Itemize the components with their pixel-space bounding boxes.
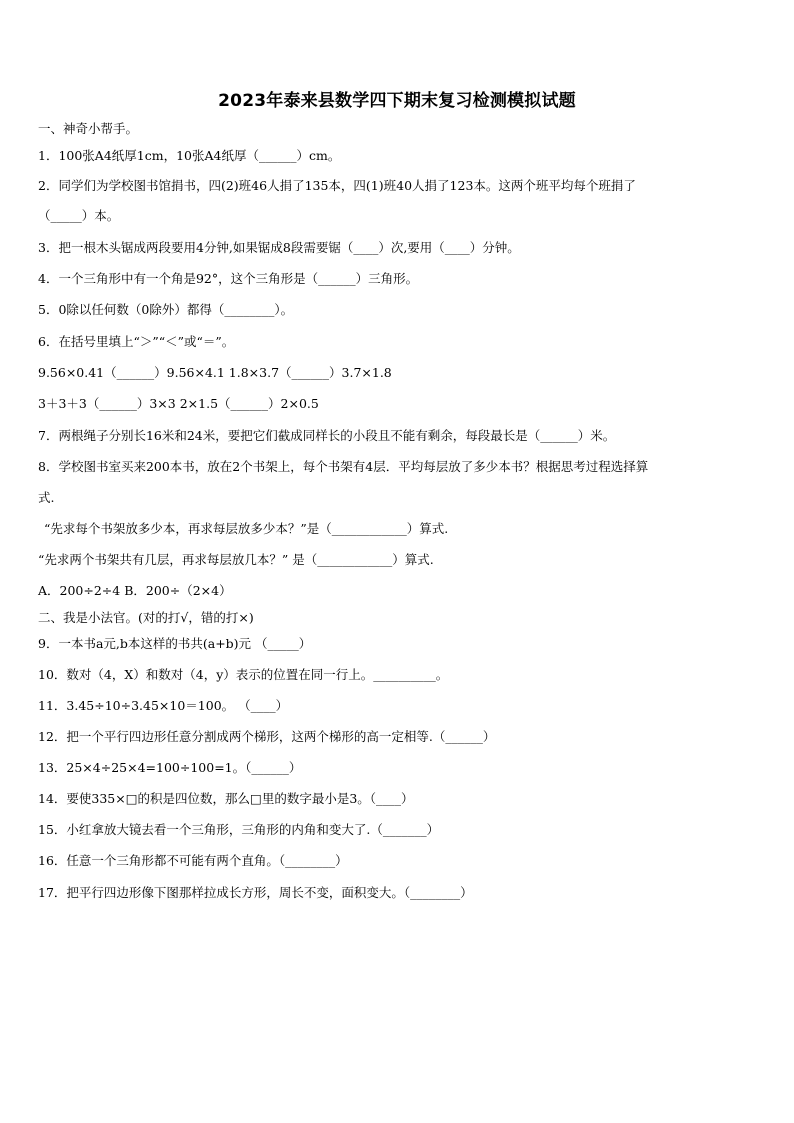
question-6-row-2: 3＋3＋3（______）3×3 2×1.5（______）2×0.5 (38, 396, 319, 411)
section-2-heading: 二、我是小法官。(对的打√，错的打×) (38, 610, 254, 625)
question-8-choices: A．200÷2÷4 B．200÷（2×4） (38, 583, 232, 598)
question-3: 3．把一根木头锯成两段要用4分钟,如果锯成8段需要锯（____）次,要用（____）分钟。 (38, 240, 520, 255)
question-6-row-1: 9.56×0.41（______）9.56×4.1 1.8×3.7（______）3.7×1.8 (38, 365, 392, 380)
question-4: 4．一个三角形中有一个角是92°，这个三角形是（______）三角形。 (38, 271, 419, 286)
question-2-cont: （_____）本。 (38, 208, 120, 223)
question-9: 9．一本书a元,b本这样的书共(a+b)元 （_____） (38, 636, 312, 651)
question-15: 15．小红拿放大镜去看一个三角形，三角形的内角和变大了.（_______） (38, 822, 440, 837)
question-6: 6．在括号里填上“＞”“＜”或“＝”。 (38, 334, 235, 349)
question-11: 11．3.45÷10÷3.45×10＝100。 （____） (38, 698, 289, 713)
question-8-cont: 式. (38, 490, 55, 505)
question-16: 16．任意一个三角形都不可能有两个直角。（________） (38, 853, 348, 868)
question-14: 14．要使335×□的积是四位数，那么□里的数字最小是3。（____） (38, 791, 414, 806)
question-1: 1．100张A4纸厚1cm，10张A4纸厚（______）cm。 (38, 148, 341, 163)
question-7: 7．两根绳子分别长16米和24米，要把它们截成同样长的小段且不能有剩余，每段最长是（______）米。 (38, 428, 616, 443)
question-8-option-1: “先求每个书架放多少本，再求每层放多少本？”是（____________）算式. (44, 521, 449, 536)
question-8: 8．学校图书室买来200本书，放在2个书架上，每个书架有4层．平均每层放了多少本书？根据思考过程选择算 (38, 459, 649, 474)
question-5: 5．0除以任何数（0除外）都得（________）。 (38, 302, 294, 317)
question-2: 2．同学们为学校图书馆捐书，四(2)班46人捐了135本，四(1)班40人捐了123本。这两个班平均每个班捐了 (38, 178, 636, 193)
question-10: 10．数对（4，X）和数对（4，y）表示的位置在同一行上。__________。 (38, 667, 449, 682)
page-title: 2023年泰来县数学四下期末复习检测模拟试题 (218, 91, 576, 111)
section-1-heading: 一、神奇小帮手。 (38, 121, 139, 136)
question-17: 17．把平行四边形像下图那样拉成长方形，周长不变，面积变大。（________） (38, 885, 473, 900)
question-13: 13．25×4÷25×4=100÷100=1。（______） (38, 760, 302, 775)
question-12: 12．把一个平行四边形任意分割成两个梯形，这两个梯形的高一定相等.（______） (38, 729, 496, 744)
question-8-option-2: “先求两个书架共有几层，再求每层放几本？” 是（____________）算式. (38, 552, 434, 567)
